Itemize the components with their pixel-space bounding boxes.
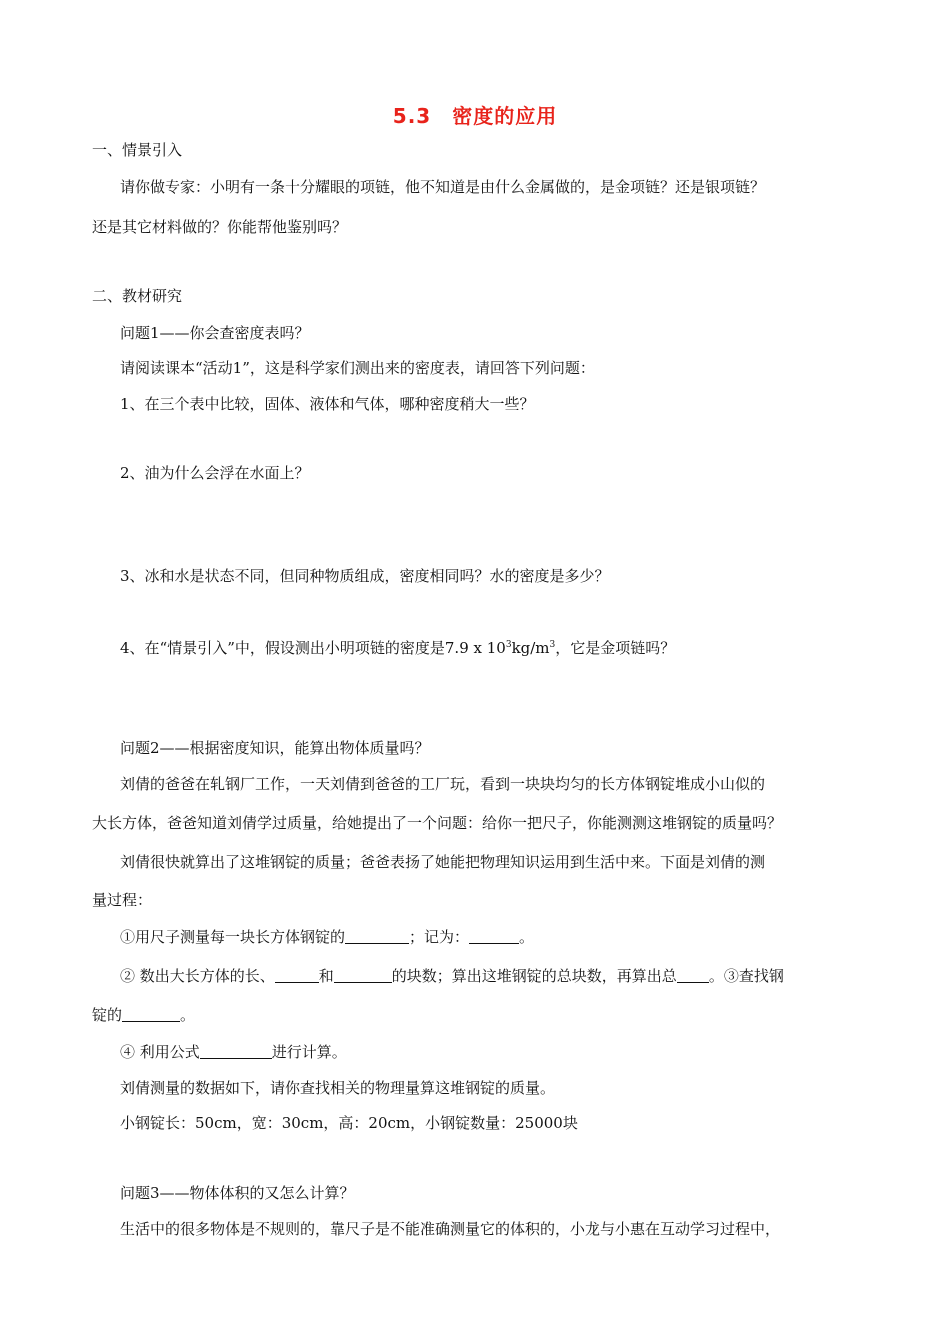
step-1 xyxy=(120,927,534,947)
step-3 xyxy=(92,1005,195,1025)
problem-2-data-values: 小钢锭长：50cm，宽：30cm，高：20cm，小钢锭数量：25000块 xyxy=(120,1114,578,1132)
step-4-text-a: ④ 利用公式 xyxy=(120,1043,200,1061)
step-2-text-a: ② 数出大长方体的长、 xyxy=(120,967,275,985)
answer-blank[interactable] xyxy=(345,929,409,944)
step-2-text-d: 。③查找钢 xyxy=(708,967,784,985)
problem-2-process-line-1: 刘倩很快就算出了这堆钢锭的质量；爸爸表扬了她能把物理知识运用到生活中来。下面是刘倩的测 xyxy=(120,853,766,871)
step-2-text-b: 和 xyxy=(318,967,334,985)
problem-2-process-line-2: 量过程： xyxy=(92,891,153,909)
problem-1-intro: 请阅读课本“活动1”，这是科学家们测出来的密度表，请回答下列问题： xyxy=(120,359,595,377)
problem-2-story-line-1: 刘倩的爸爸在轧钢厂工作，一天刘倩到爸爸的工厂玩，看到一块块均匀的长方体钢锭堆成小山似的 xyxy=(120,775,766,793)
answer-blank[interactable] xyxy=(275,968,319,983)
step-2 xyxy=(120,966,784,986)
answer-blank[interactable] xyxy=(334,968,392,983)
problem-3-title: 问题3——物体体积的又怎么计算？ xyxy=(120,1184,355,1202)
problem-2-title: 问题2——根据密度知识，能算出物体质量吗？ xyxy=(120,739,430,757)
step-1-text-a: ①用尺子测量每一块长方体钢锭的 xyxy=(120,928,346,946)
step-2-text-c: 的块数；算出这堆钢锭的总块数，再算出总 xyxy=(391,967,677,985)
problem-1-question-1: 1、在三个表中比较，固体、液体和气体，哪种密度稍大一些？ xyxy=(120,395,535,413)
step-4-text-b: 进行计算。 xyxy=(271,1043,347,1061)
q4-superscript-2: 3 xyxy=(549,640,556,650)
section-heading-textbook: 二、教材研究 xyxy=(92,287,183,305)
scenario-paragraph-line-2: 还是其它材料做的？你能帮他鉴别吗？ xyxy=(92,218,348,236)
answer-blank[interactable] xyxy=(677,968,709,983)
q4-text-c: ，它是金项链吗？ xyxy=(555,639,676,657)
answer-blank[interactable] xyxy=(122,1007,180,1022)
step-3-text-b: 。 xyxy=(180,1006,196,1024)
answer-blank[interactable] xyxy=(200,1044,272,1059)
step-1-text-c: 。 xyxy=(519,928,535,946)
problem-1-question-2: 2、油为什么会浮在水面上？ xyxy=(120,464,310,482)
q4-superscript-1: 3 xyxy=(505,640,512,650)
answer-blank[interactable] xyxy=(469,929,519,944)
q4-text-b: kg/m xyxy=(511,639,550,657)
step-1-text-b: ；记为： xyxy=(409,928,470,946)
problem-1-question-4 xyxy=(120,635,675,658)
problem-1-question-3: 3、冰和水是状态不同，但同种物质组成，密度相同吗？水的密度是多少？ xyxy=(120,567,610,585)
scenario-paragraph-line-1: 请你做专家：小明有一条十分耀眼的项链，他不知道是由什么金属做的，是金项链？还是银项链？ xyxy=(120,178,766,196)
section-heading-scenario: 一、情景引入 xyxy=(92,141,183,159)
problem-1-title: 问题1——你会查密度表吗？ xyxy=(120,324,310,342)
step-3-text-a: 锭的 xyxy=(92,1006,123,1024)
page-title: 5.3 密度的应用 xyxy=(392,104,558,128)
problem-3-paragraph-line-1: 生活中的很多物体是不规则的，靠尺子是不能准确测量它的体积的，小龙与小惠在互动学习过程中， xyxy=(120,1220,781,1238)
step-4 xyxy=(120,1042,347,1062)
problem-2-story-line-2: 大长方体，爸爸知道刘倩学过质量，给她提出了一个问题：给你一把尺子，你能测测这堆钢锭的质量吗？ xyxy=(92,814,783,832)
problem-2-data-intro: 刘倩测量的数据如下，请你查找相关的物理量算这堆钢锭的质量。 xyxy=(120,1079,556,1097)
q4-text-a: 4、在“情景引入”中，假设测出小明项链的密度是7.9 x 10 xyxy=(120,639,506,657)
